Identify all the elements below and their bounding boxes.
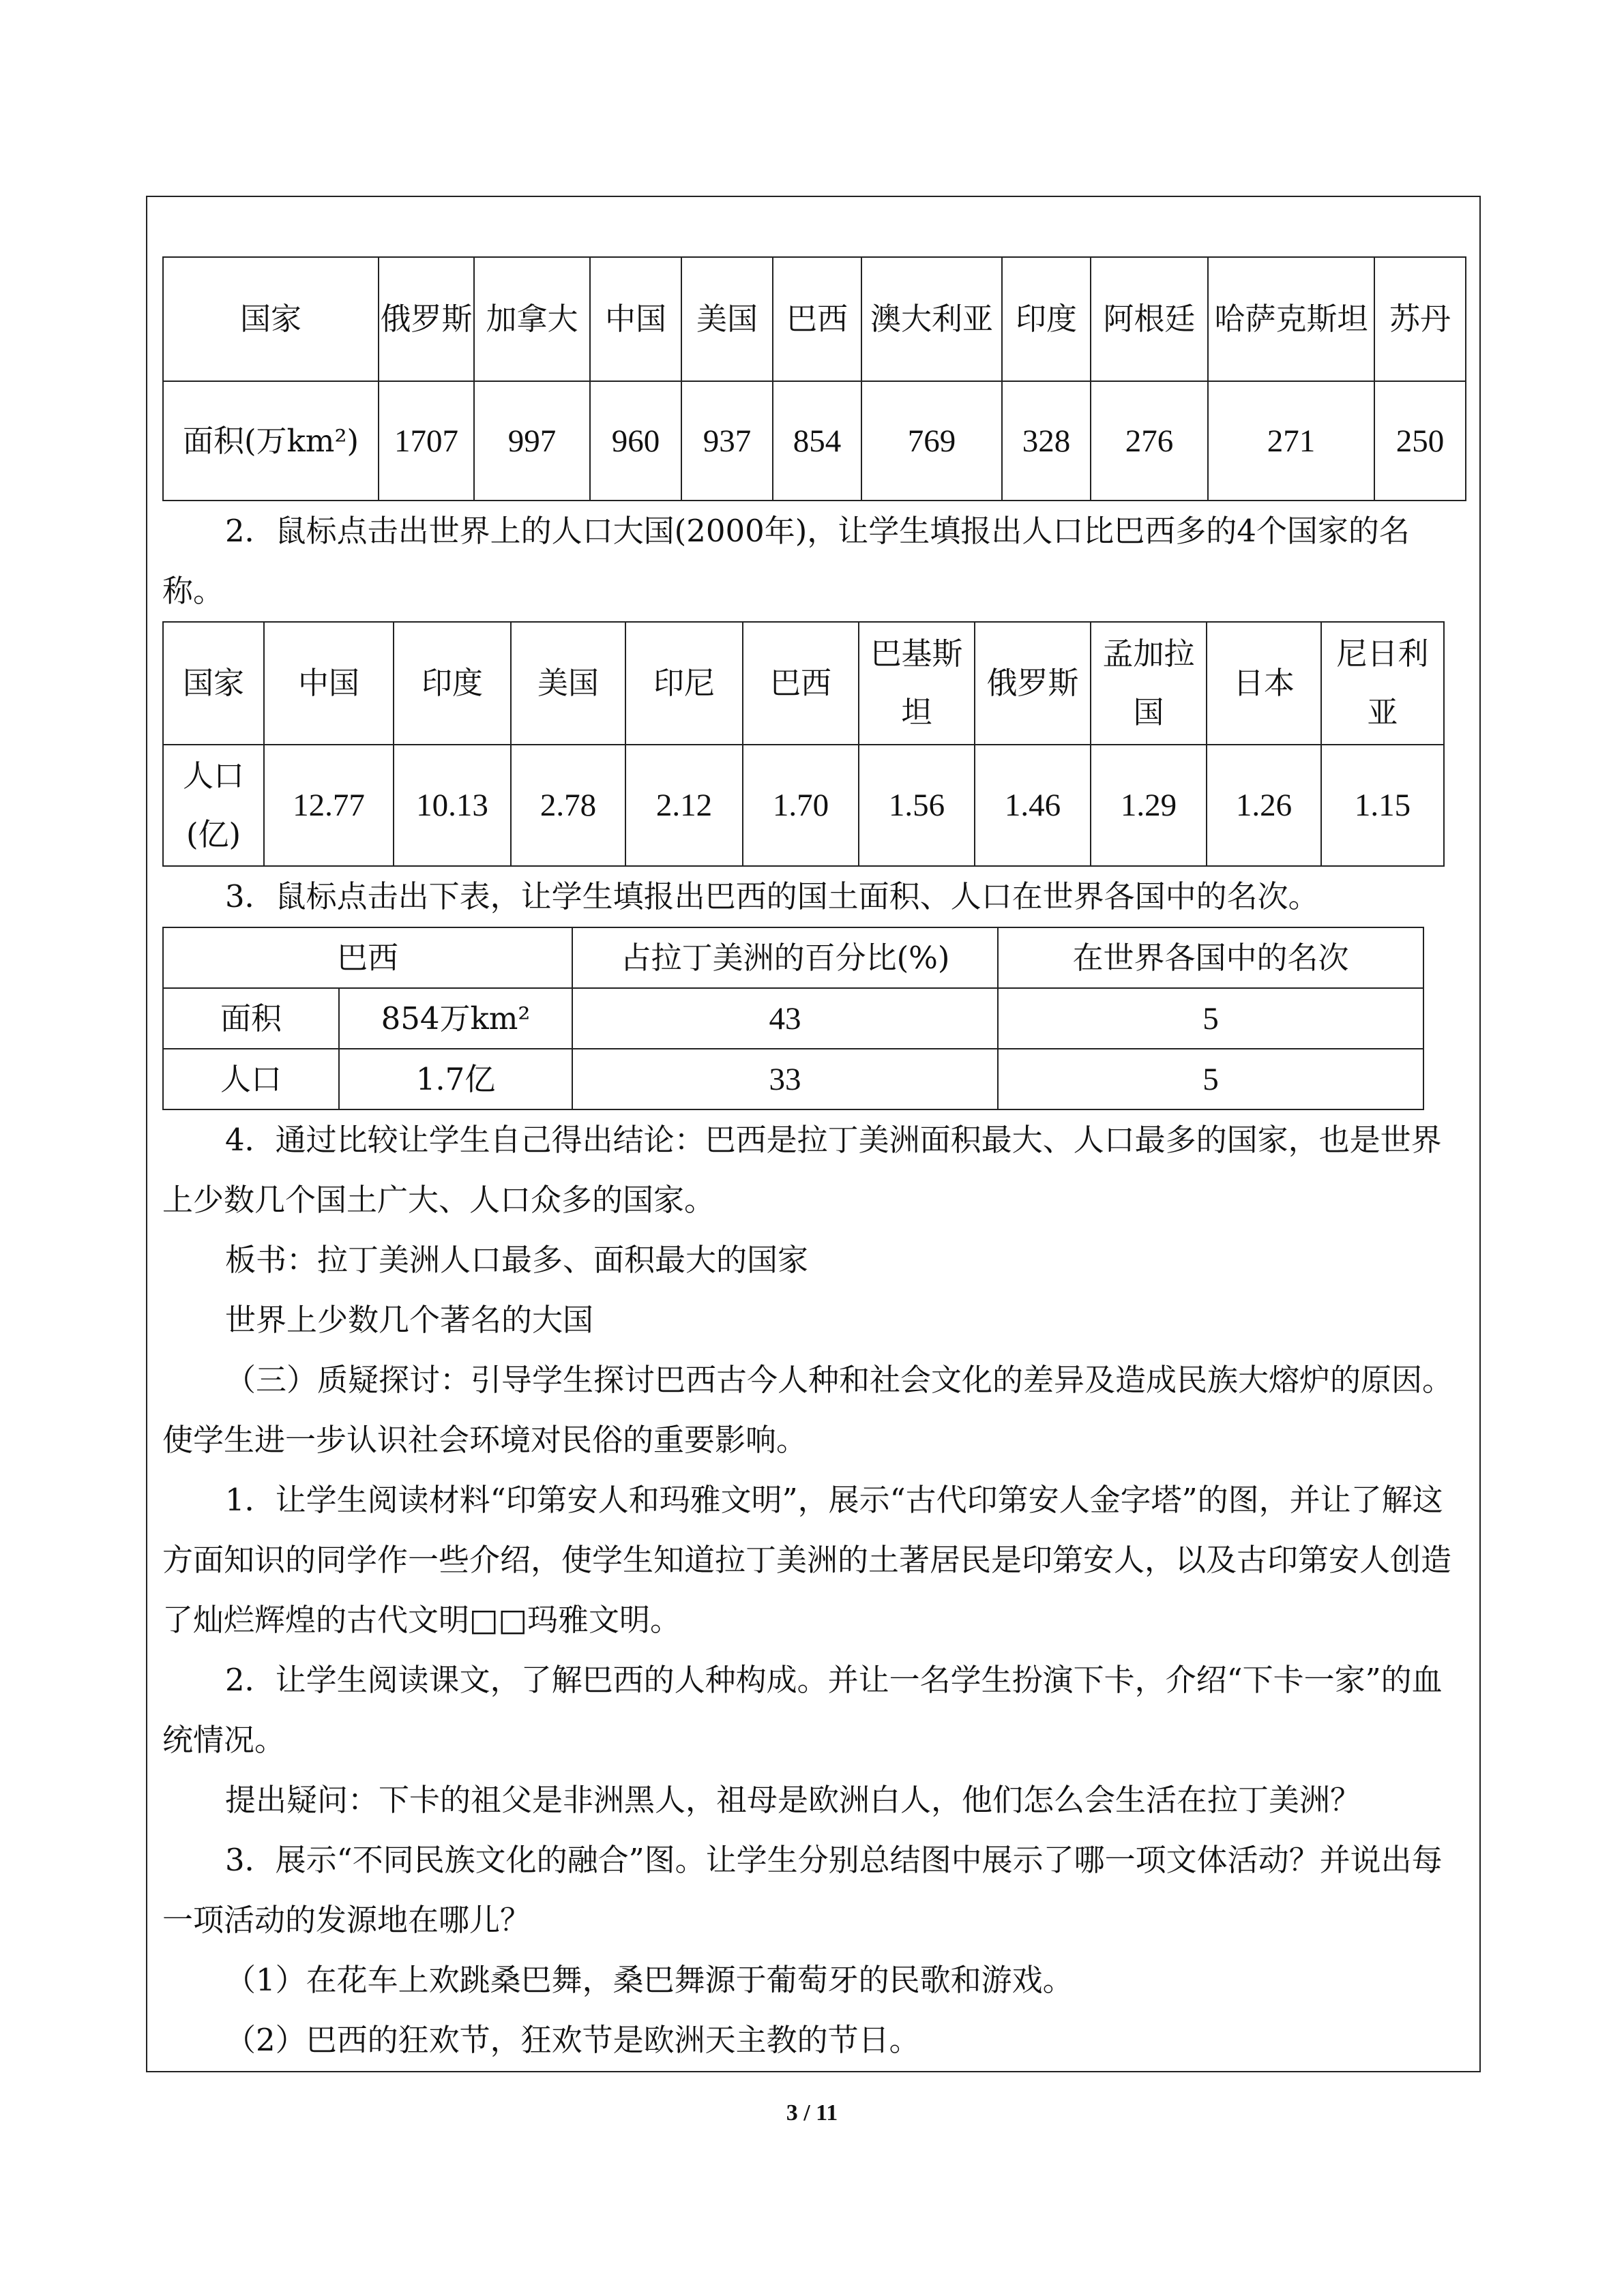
population-country: 巴西 bbox=[743, 622, 859, 745]
paragraph-2: 2．鼠标点击出世界上的人口大国(2000年)，让学生填报出人口比巴西多的4个国家的名称。 bbox=[162, 513, 1410, 609]
area-country: 巴西 bbox=[773, 257, 861, 381]
area-table bbox=[162, 256, 1466, 501]
population-value: 1.56 bbox=[859, 745, 975, 866]
area-country: 澳大利亚 bbox=[861, 257, 1002, 381]
population-country: 孟加拉国 bbox=[1091, 622, 1207, 745]
population-value: 1.46 bbox=[975, 745, 1091, 866]
area-country: 阿根廷 bbox=[1091, 257, 1208, 381]
area-value-row bbox=[163, 381, 1466, 501]
rank-header-percent: 占拉丁美洲的百分比(%) bbox=[572, 927, 998, 988]
population-value: 2.78 bbox=[511, 745, 625, 866]
population-country: 俄罗斯 bbox=[975, 622, 1091, 745]
rank-row-value: 1.7亿 bbox=[339, 1049, 572, 1109]
board-line-1: 板书：拉丁美洲人口最多、面积最大的国家 bbox=[225, 1242, 809, 1278]
rank-row-label: 面积 bbox=[163, 988, 339, 1049]
rank-header-row bbox=[163, 927, 1423, 988]
population-country: 印尼 bbox=[625, 622, 743, 745]
population-value: 1.26 bbox=[1207, 745, 1321, 866]
area-country: 苏丹 bbox=[1374, 257, 1466, 381]
page-content bbox=[162, 256, 1465, 2070]
sub-item-2: （2）巴西的狂欢节，狂欢节是欧洲天主教的节日。 bbox=[225, 2022, 920, 2058]
population-value-row bbox=[163, 745, 1444, 866]
rank-row-percent: 33 bbox=[572, 1049, 998, 1109]
population-header-row bbox=[163, 622, 1444, 745]
rank-row-label: 人口 bbox=[163, 1049, 339, 1109]
population-country: 印度 bbox=[394, 622, 511, 745]
area-value: 960 bbox=[590, 381, 681, 501]
population-country: 中国 bbox=[264, 622, 394, 745]
population-table bbox=[162, 621, 1445, 867]
population-value-label: 人口(亿) bbox=[163, 745, 264, 866]
area-country: 中国 bbox=[590, 257, 681, 381]
rank-row-population bbox=[163, 1049, 1423, 1109]
paragraph-3: 3．鼠标点击出下表，让学生填报出巴西的国土面积、人口在世界各国中的名次。 bbox=[225, 878, 1319, 914]
population-header-label: 国家 bbox=[163, 622, 264, 745]
rank-row-rank: 5 bbox=[998, 1049, 1423, 1109]
rank-row-percent: 43 bbox=[572, 988, 998, 1049]
item-1: 1．让学生阅读材料“印第安人和玛雅文明”，展示“古代印第安人金字塔”的图，并让了解这方面知识的同学作一些介绍，使学生知道拉丁美洲的土著居民是印第安人，以及古印第安人创造了灿烂辉煌的古代文明□□玛雅文明。 bbox=[162, 1482, 1452, 1638]
area-value: 769 bbox=[861, 381, 1002, 501]
population-country: 尼日利亚 bbox=[1321, 622, 1444, 745]
rank-header-rank: 在世界各国中的名次 bbox=[998, 927, 1423, 988]
question: 提出疑问：下卡的祖父是非洲黑人，祖母是欧洲白人，他们怎么会生活在拉丁美洲？ bbox=[225, 1782, 1361, 1818]
area-value: 328 bbox=[1002, 381, 1091, 501]
population-country: 美国 bbox=[511, 622, 625, 745]
population-value: 10.13 bbox=[394, 745, 511, 866]
area-value: 276 bbox=[1091, 381, 1208, 501]
area-header-label: 国家 bbox=[163, 257, 379, 381]
paragraph-4: 4．通过比较让学生自己得出结论：巴西是拉丁美洲面积最大、人口最多的国家，也是世界上少数几个国土广大、人口众多的国家。 bbox=[162, 1122, 1442, 1218]
rank-header-brazil: 巴西 bbox=[163, 927, 572, 988]
rank-row-value: 854万km² bbox=[339, 988, 572, 1049]
sub-item-1: （1）在花车上欢跳桑巴舞，桑巴舞源于葡萄牙的民歌和游戏。 bbox=[225, 1962, 1074, 1998]
area-value: 1707 bbox=[379, 381, 474, 501]
population-value: 1.70 bbox=[743, 745, 859, 866]
area-country: 俄罗斯 bbox=[379, 257, 474, 381]
population-country: 日本 bbox=[1207, 622, 1321, 745]
board-line-2: 世界上少数几个著名的大国 bbox=[225, 1302, 594, 1338]
population-value: 1.29 bbox=[1091, 745, 1207, 866]
item-3: 3．展示“不同民族文化的融合”图。让学生分别总结图中展示了哪一项文体活动？并说出每一项活动的发源地在哪儿？ bbox=[162, 1842, 1443, 1938]
rank-table bbox=[162, 927, 1424, 1110]
population-country: 巴基斯坦 bbox=[859, 622, 975, 745]
rank-row-area bbox=[163, 988, 1423, 1049]
section-3-heading: （三）质疑探讨：引导学生探讨巴西古今人种和社会文化的差异及造成民族大熔炉的原因。使学生进一步认识社会环境对民俗的重要影响。 bbox=[162, 1362, 1453, 1458]
population-value: 12.77 bbox=[264, 745, 394, 866]
area-value: 271 bbox=[1208, 381, 1374, 501]
population-value: 1.15 bbox=[1321, 745, 1444, 866]
rank-row-rank: 5 bbox=[998, 988, 1423, 1049]
page-number: 3 / 11 bbox=[786, 2100, 838, 2126]
area-value: 250 bbox=[1374, 381, 1466, 501]
area-country: 美国 bbox=[681, 257, 773, 381]
area-value: 997 bbox=[474, 381, 590, 501]
item-2: 2．让学生阅读课文，了解巴西的人种构成。并让一名学生扮演下卡，介绍“下卡一家”的血统情况。 bbox=[162, 1662, 1443, 1758]
area-country: 印度 bbox=[1002, 257, 1091, 381]
population-value: 2.12 bbox=[625, 745, 743, 866]
area-country: 加拿大 bbox=[474, 257, 590, 381]
area-value: 854 bbox=[773, 381, 861, 501]
area-value-label: 面积(万km²) bbox=[163, 381, 379, 501]
area-header-row bbox=[163, 257, 1466, 381]
area-country: 哈萨克斯坦 bbox=[1208, 257, 1374, 381]
area-value: 937 bbox=[681, 381, 773, 501]
